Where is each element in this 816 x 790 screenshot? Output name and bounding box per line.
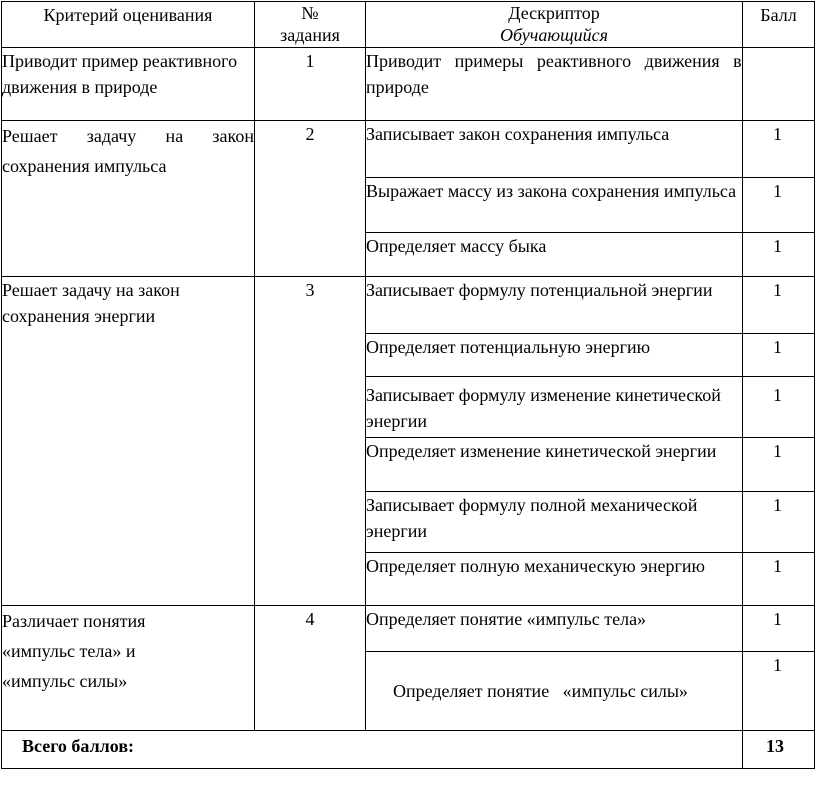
header-descriptor-label: Дескриптор [508,3,600,23]
score-cell [743,277,815,334]
descriptor-cell [366,492,743,553]
header-task-no-symbol: № [301,3,319,23]
total-value: 13 [766,736,784,756]
task-number: 1 [305,51,315,71]
criterion-cell [2,48,255,121]
score-cell [743,178,815,233]
criterion-text-line: «импульс силы» [2,671,128,691]
table-row [2,121,815,178]
score-cell [743,606,815,652]
descriptor-cell [366,277,743,334]
header-descriptor [366,2,743,48]
total-label: Всего баллов: [22,736,135,756]
score-cell [743,48,815,121]
descriptor-text: Определяет массу быка [366,236,547,256]
score-cell [743,438,815,492]
score-value: 1 [773,280,782,300]
score-value: 1 [773,556,782,576]
total-row [2,731,815,769]
header-row [2,2,815,48]
criterion-cell [2,606,255,731]
descriptor-cell [366,233,743,277]
criterion-text: Приводит пример реактивного движения в природе [2,51,238,97]
task-number: 3 [305,280,315,300]
header-task-no [255,2,366,48]
task-number: 4 [305,609,315,629]
score-cell [743,121,815,178]
descriptor-text: Определяет полную механическую энергию [366,556,705,576]
task-number-cell [255,121,366,277]
descriptor-text: Приводит примеры реактивного движения в природе [366,51,742,97]
score-value: 1 [773,181,782,201]
assessment-table [1,1,815,769]
header-score-label: Балл [760,5,797,25]
task-number-cell [255,606,366,731]
score-value: 1 [773,495,782,515]
descriptor-text: Определяет изменение кинетической энергии [366,441,717,461]
table-row [2,277,815,334]
score-value: 1 [773,337,782,357]
descriptor-text: Записывает закон сохранения импульса [366,124,670,144]
table-row [2,48,815,121]
score-cell [743,233,815,277]
task-number-cell [255,277,366,606]
descriptor-text: Записывает формулу полной механической энергии [366,495,698,541]
descriptor-cell [366,121,743,178]
score-cell [743,334,815,377]
criterion-text-line: Решает задачу на закон [2,126,254,146]
descriptor-cell [366,377,743,438]
criterion-text-line: сохранения импульса [2,156,167,176]
descriptor-cell [366,652,743,731]
score-cell [743,492,815,553]
descriptor-text: Определяет потенциальную энергию [366,337,651,357]
descriptor-text: Записывает формулу изменение кинетической энергии [366,385,721,431]
descriptor-text: Выражает массу из закона сохранения импульса [366,181,737,201]
criterion-cell [2,277,255,606]
descriptor-text: Определяет понятие «импульс силы» [393,681,688,701]
header-criterion [2,2,255,48]
header-descriptor-sub: Обучающийся [499,25,609,45]
header-score [743,2,815,48]
descriptor-cell [366,178,743,233]
score-cell [743,377,815,438]
total-value-cell [743,731,815,769]
total-label-cell [2,731,743,769]
score-value: 1 [773,124,782,144]
descriptor-cell [366,438,743,492]
score-value: 1 [773,609,782,629]
descriptor-text: Определяет понятие «импульс тела» [366,609,647,629]
descriptor-cell [366,606,743,652]
task-number-cell [255,48,366,121]
task-number: 2 [305,124,315,144]
descriptor-cell [366,334,743,377]
score-cell [743,553,815,606]
descriptor-text: Записывает формулу потенциальной энергии [366,280,713,300]
score-value: 1 [773,655,782,675]
criterion-cell [2,121,255,277]
criterion-text-line: «импульс тела» и [2,641,136,661]
header-task-no-label: задания [280,25,340,45]
descriptor-cell [366,553,743,606]
criterion-text-line: Различает понятия [2,611,146,631]
criterion-text: Решает задачу на закон сохранения энергии [2,280,180,326]
score-value: 1 [773,441,782,461]
header-criterion-label: Критерий оценивания [43,5,213,25]
score-cell [743,652,815,731]
table-row [2,606,815,652]
score-value: 1 [773,236,782,256]
descriptor-cell [366,48,743,121]
score-value: 1 [773,385,782,405]
